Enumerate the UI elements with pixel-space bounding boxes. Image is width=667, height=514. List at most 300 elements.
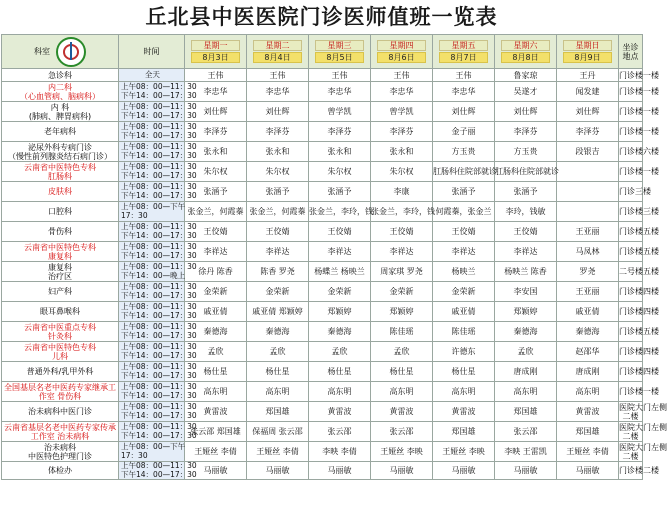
time-line: 上午08：00—11：30	[121, 142, 197, 151]
time-line: 17：30	[121, 210, 148, 220]
dept-line: 急诊科	[48, 70, 72, 80]
doctor-cell: 王佼婧	[495, 222, 557, 242]
doctor-cell: 郑国雄	[247, 402, 309, 422]
location-cell	[619, 322, 659, 342]
doctor-cell: 金荣新	[185, 282, 247, 302]
time-line: 下午14：00—17：30	[121, 410, 197, 420]
doctor-cell: 戚亚倩 郑颖婷	[247, 302, 309, 322]
doctor-cell: 张云邵	[309, 422, 371, 442]
dept-line: 老年病科	[44, 127, 76, 136]
time-line: 上午08：00—11：30	[121, 182, 197, 191]
doctor-cell: 王伟	[247, 69, 309, 82]
doctor-cell: 金荣新	[433, 282, 495, 302]
dept-cell	[2, 102, 119, 122]
dept-cell	[2, 82, 119, 102]
time-cell	[119, 322, 197, 342]
doctor-cell: 杨映兰	[433, 262, 495, 282]
doctor-cell: 张金兰，李玲，钱	[309, 202, 371, 222]
doctor-cell: 李祥达	[185, 242, 247, 262]
time-line: 上午08：00—11：30	[121, 102, 197, 111]
duty-table	[1, 34, 667, 480]
doctor-cell: 马丽敏	[185, 462, 247, 480]
time-line: 上午08：00—11：30	[121, 222, 197, 231]
doctor-cell: 张金兰，何霞蓁	[185, 202, 247, 222]
dept-cell	[2, 202, 119, 222]
time-line: 上午08：00—11：30	[121, 342, 197, 351]
time-line: 下午14：00—17：30	[121, 130, 197, 140]
time-cell	[119, 102, 197, 122]
time-line: 下午14：00—17：30	[121, 430, 197, 440]
table-row	[2, 382, 643, 402]
time-cell	[119, 69, 185, 82]
time-cell	[119, 202, 185, 222]
location-line: 门诊楼五楼	[619, 327, 659, 336]
doctor-cell: 张涵予	[185, 182, 247, 202]
time-cell	[119, 242, 197, 262]
doctor-cell: 金子丽	[433, 122, 495, 142]
time-cell	[119, 142, 197, 162]
table-row	[2, 462, 643, 480]
time-line: 下午14：00—17：30	[121, 350, 197, 360]
time-line: 下午14：00—晚上	[121, 270, 186, 280]
time-line: 上午08：00—11：30	[121, 461, 197, 470]
location-line: 门诊楼二楼	[619, 466, 659, 475]
table-row	[2, 442, 643, 462]
time-line: 下午14：00—17：30	[121, 330, 197, 340]
day-header	[495, 35, 557, 69]
location-line: 二号楼五楼	[619, 267, 659, 276]
doctor-cell: 唐成刚	[495, 362, 557, 382]
doctor-cell: 王亚丽	[557, 222, 619, 242]
doctor-cell: 李映 李倩	[309, 442, 371, 462]
doctor-cell: 王伟	[371, 69, 433, 82]
location-header: 坐诊地点	[619, 35, 643, 69]
doctor-cell: 张云邵 郑国雄	[185, 422, 247, 442]
doctor-cell: 郑颖婷	[495, 302, 557, 322]
dept-cell	[2, 402, 119, 422]
doctor-cell: 肛肠科住院部就诊	[495, 162, 557, 182]
dept-cell	[2, 422, 119, 442]
doctor-cell: 方玉贵	[433, 142, 495, 162]
dept-cell	[2, 462, 119, 480]
doctor-cell: 张永和	[309, 142, 371, 162]
dept-line: 作室 骨伤科	[38, 391, 82, 401]
dept-line: 泌尿外科专病门诊	[28, 142, 92, 152]
time-line: 下午14：00—17：30	[121, 170, 197, 180]
location-cell	[619, 262, 659, 282]
dept-line: 云南省中医特色专科	[24, 242, 96, 252]
doctor-cell: 王娅丝 李映	[371, 442, 433, 462]
table-row	[2, 262, 643, 282]
day-name: 星期三	[315, 40, 364, 51]
location-cell	[619, 82, 659, 102]
doctor-cell: 黄雷波	[557, 402, 619, 422]
day-name: 星期一	[191, 40, 240, 51]
doctor-cell: 郑颖婷	[371, 302, 433, 322]
day-date: 8月7日	[439, 52, 488, 63]
doctor-cell: 朱尔权	[185, 162, 247, 182]
doctor-cell: 曾学凯	[371, 102, 433, 122]
dept-line: 治未病科中医门诊	[28, 407, 92, 416]
time-cell	[119, 362, 197, 382]
page-title: 丘北县中医医院门诊医师值班一览表	[145, 5, 498, 29]
doctor-cell: 金荣新	[247, 282, 309, 302]
time-cell	[119, 222, 197, 242]
dept-cell	[2, 442, 119, 462]
day-date: 8月8日	[501, 52, 550, 63]
doctor-cell: 张涵予	[433, 182, 495, 202]
doctor-cell: 李泽芬	[495, 122, 557, 142]
dept-cell	[2, 262, 119, 282]
doctor-cell: 高东明	[371, 382, 433, 402]
doctor-cell: 王娅丝 李映	[433, 442, 495, 462]
time-cell	[119, 122, 197, 142]
doctor-cell: 李祥达	[309, 242, 371, 262]
time-cell	[119, 382, 197, 402]
time-line: 下午14：00—17：30	[121, 150, 197, 160]
doctor-cell: 李祥达	[371, 242, 433, 262]
table-row	[2, 282, 643, 302]
day-header	[371, 35, 433, 69]
doctor-cell: 杨仕星	[247, 362, 309, 382]
doctor-cell: 李映 王雷凯	[495, 442, 557, 462]
doctor-cell: 杨仕星	[371, 362, 433, 382]
dept-cell	[2, 382, 119, 402]
dept-line: 内 科	[50, 102, 70, 112]
location-line: 门诊楼一楼	[619, 387, 659, 396]
doctor-cell: 朱尔权	[309, 162, 371, 182]
doctor-cell: 王佼婧	[309, 222, 371, 242]
doctor-cell: 高东明	[433, 382, 495, 402]
doctor-cell: 王佼婧	[433, 222, 495, 242]
location-cell	[619, 182, 651, 202]
day-name: 星期四	[377, 40, 426, 51]
location-cell	[619, 462, 659, 480]
day-header	[433, 35, 495, 69]
doctor-cell: 肛肠科住院部就诊	[433, 162, 495, 182]
doctor-cell: 戚亚倩	[433, 302, 495, 322]
doctor-cell: 张云邵	[495, 422, 557, 442]
time-line: 上午08：00—11：30	[121, 302, 197, 311]
doctor-cell: 张永和	[185, 142, 247, 162]
doctor-cell: 刘仕辉	[495, 102, 557, 122]
doctor-cell: 黄雷波	[185, 402, 247, 422]
dept-line: 云南省中医特色专科	[24, 162, 96, 172]
location-line: 门诊楼五楼	[619, 227, 659, 236]
time-line: 下午14：00—17：30	[121, 370, 197, 380]
doctor-cell: 郑颖婷	[309, 302, 371, 322]
dept-line: 云南省中医重点专科	[24, 322, 96, 332]
location-line: 门诊楼四楼	[619, 287, 659, 296]
table-row	[2, 102, 643, 122]
time-line: 上午08：00—11：30	[121, 382, 197, 391]
doctor-cell: 李祥达	[495, 242, 557, 262]
location-line: 门诊楼四楼	[619, 347, 659, 356]
doctor-cell: 李玲，钱敏	[495, 202, 557, 222]
time-line: 下午14：00—17：30	[121, 110, 197, 120]
doctor-cell: 王娅丝 李倩	[185, 442, 247, 462]
location-line: 二楼	[622, 451, 639, 461]
doctor-cell: 李泽芬	[557, 122, 619, 142]
doctor-cell: 曾学凯	[309, 102, 371, 122]
doctor-cell: 陈佳瑶	[371, 322, 433, 342]
location-cell	[619, 202, 659, 222]
dept-line: 骨伤科	[48, 227, 72, 236]
dept-cell	[2, 142, 119, 162]
dept-header	[2, 35, 119, 69]
location-cell	[619, 142, 659, 162]
table-row	[2, 342, 643, 362]
dept-cell	[2, 69, 119, 82]
dept-cell	[2, 362, 119, 382]
time-line: 上午08：00—11：30	[121, 362, 197, 371]
doctor-cell: 陈佳瑶	[433, 322, 495, 342]
doctor-cell: 孟欣	[309, 342, 371, 362]
time-line: 下午14：00—17：30	[121, 390, 197, 400]
doctor-cell: 秦德海	[495, 322, 557, 342]
location-cell	[619, 442, 667, 462]
time-cell	[119, 262, 197, 282]
doctor-cell: 秦德海	[185, 322, 247, 342]
location-cell	[619, 222, 659, 242]
doctor-cell: 马丽敏	[247, 462, 309, 480]
dept-cell	[2, 242, 119, 262]
day-date: 8月4日	[253, 52, 302, 63]
doctor-cell: 戚亚倩	[557, 302, 619, 322]
time-line: 下午14：00—17：30	[121, 469, 197, 479]
doctor-cell: 张涵予	[495, 182, 557, 202]
doctor-cell: 王娅丝 李倩	[557, 442, 619, 462]
day-date: 8月5日	[315, 52, 364, 63]
time-line: 上午08：00—11：30	[121, 162, 197, 171]
day-name: 星期五	[439, 40, 488, 51]
doctor-cell: 高东明	[495, 382, 557, 402]
doctor-cell: 吴遂才	[495, 82, 557, 102]
dept-line: 康复科	[48, 262, 72, 272]
time-line: 上午08：00—11：30	[121, 322, 197, 331]
day-date: 8月6日	[377, 52, 426, 63]
dept-line: 儿科	[52, 351, 68, 361]
doctor-cell: 唐成刚	[557, 362, 619, 382]
doctor-cell: 黄雷波	[371, 402, 433, 422]
doctor-cell: 周家琪 罗尧	[371, 262, 433, 282]
doctor-cell: 王娅丝 李倩	[247, 442, 309, 462]
day-name: 星期二	[253, 40, 302, 51]
location-cell	[619, 69, 659, 82]
location-cell	[619, 242, 659, 262]
doctor-cell: 李安国	[495, 282, 557, 302]
doctor-cell: 孟欣	[495, 342, 557, 362]
time-line: 上午08：00—下午	[121, 442, 186, 451]
day-header	[247, 35, 309, 69]
time-cell	[119, 282, 197, 302]
doctor-cell: 高东明	[247, 382, 309, 402]
day-name: 星期六	[501, 40, 550, 51]
day-name: 星期日	[563, 40, 612, 51]
dept-line: 针灸科	[48, 331, 72, 341]
doctor-cell: 王丹	[557, 69, 619, 82]
dept-header-label: 科室	[34, 47, 50, 56]
doctor-cell	[557, 162, 619, 182]
location-line: 医院大门左侧	[619, 402, 667, 412]
time-line: 上午08：00—11：30	[121, 82, 197, 91]
location-cell	[619, 102, 659, 122]
doctor-cell: 王佼婧	[247, 222, 309, 242]
time-line: 下午14：00—17：30	[121, 230, 197, 240]
location-cell	[619, 122, 659, 142]
doctor-cell: 王佼婧	[185, 222, 247, 242]
location-cell	[619, 362, 659, 382]
location-line: 二楼	[622, 411, 639, 421]
dept-line: 康复科	[48, 251, 72, 261]
dept-line: (肺病、脾胃病科)	[28, 111, 92, 121]
doctor-cell	[557, 202, 619, 222]
time-line: 上午08：00—11：30	[121, 242, 197, 251]
time-cell	[119, 302, 197, 322]
doctor-cell: 李泽芬	[309, 122, 371, 142]
doctor-cell: 秦德海	[247, 322, 309, 342]
time-line: 上午08：00—11：30	[121, 282, 197, 291]
location-cell	[619, 382, 659, 402]
dept-line: （心血管病、脑病科）	[20, 91, 100, 101]
table-row	[2, 362, 643, 382]
dept-cell	[2, 162, 119, 182]
doctor-cell: 方玉贵	[495, 142, 557, 162]
dept-line: 口腔科	[48, 207, 72, 216]
day-date: 8月3日	[191, 52, 240, 63]
doctor-cell: 张涵予	[309, 182, 371, 202]
doctor-cell: 马丽敏	[433, 462, 495, 480]
header-row	[2, 35, 643, 69]
doctor-cell: 朱尔权	[247, 162, 309, 182]
table-row	[2, 242, 643, 262]
doctor-cell: 张永和	[247, 142, 309, 162]
doctor-cell: 马丽敏	[371, 462, 433, 480]
dept-line: 肛肠科	[48, 171, 72, 181]
location-line: 二楼	[622, 431, 639, 441]
doctor-cell: 鲁家琼	[495, 69, 557, 82]
time-line: 下午14：00—17：30	[121, 290, 197, 300]
table-row	[2, 402, 643, 422]
doctor-cell: 杨仕星	[309, 362, 371, 382]
doctor-cell: 李忠华	[247, 82, 309, 102]
dept-line: 工作室 治未病科	[30, 431, 90, 441]
location-cell	[619, 342, 659, 362]
location-cell	[619, 282, 659, 302]
doctor-cell: 王伟	[185, 69, 247, 82]
time-line: 下午14：00—17：30	[121, 310, 197, 320]
time-cell	[119, 162, 197, 182]
doctor-cell: 郑国雄	[557, 422, 619, 442]
time-cell	[119, 82, 197, 102]
dept-cell	[2, 322, 119, 342]
doctor-cell	[557, 182, 619, 202]
dept-line: 治未病科	[44, 442, 76, 452]
location-line: 门诊楼四楼	[619, 307, 659, 316]
location-line: 门诊楼三楼	[619, 207, 659, 216]
doctor-cell: 杨映兰 陈香	[495, 262, 557, 282]
doctor-cell: 金荣新	[309, 282, 371, 302]
doctor-cell: 高东明	[557, 382, 619, 402]
doctor-cell: 李忠华	[185, 82, 247, 102]
location-cell	[619, 162, 659, 182]
dept-line: 体检办	[48, 466, 72, 475]
dept-cell	[2, 302, 119, 322]
doctor-cell: 杨仕星	[433, 362, 495, 382]
dept-line: 全国基层名老中医药专家继承工	[4, 382, 116, 392]
table-row	[2, 69, 643, 82]
time-line: 下午14：00—17：30	[121, 250, 197, 260]
doctor-cell: 孟欣	[371, 342, 433, 362]
location-line: 门诊楼一楼	[619, 107, 659, 116]
time-cell	[119, 461, 197, 480]
doctor-cell: 孟欣	[247, 342, 309, 362]
doctor-cell: 李泽芬	[371, 122, 433, 142]
doctor-cell: 李祥达	[247, 242, 309, 262]
doctor-cell: 张永和	[371, 142, 433, 162]
doctor-cell: 孟欣	[185, 342, 247, 362]
time-line: 全天	[145, 69, 160, 79]
time-cell	[119, 402, 197, 422]
doctor-cell: 刘仕辉	[557, 102, 619, 122]
time-line: 下午14：00—17：30	[121, 90, 197, 100]
doctor-cell: 马丽敏	[495, 462, 557, 480]
dept-line: 治疗区	[48, 271, 72, 281]
table-row	[2, 122, 643, 142]
dept-line: （慢性前列腺炎结石病门诊）	[8, 151, 112, 161]
table-row	[2, 162, 643, 182]
time-line: 上午08：00—11：30	[121, 122, 197, 131]
hospital-logo	[56, 37, 86, 67]
location-cell	[619, 302, 659, 322]
location-line: 门诊楼一楼	[619, 87, 659, 96]
day-header	[185, 35, 247, 69]
location-line: 门诊三楼	[619, 187, 651, 196]
doctor-cell: 杨蝶兰 杨映兰	[309, 262, 371, 282]
doctor-cell: 马丽敏	[309, 462, 371, 480]
table-row	[2, 202, 643, 222]
dept-line: 妇产科	[48, 287, 72, 296]
day-header	[309, 35, 371, 69]
doctor-cell: 何霞蓁，张金兰	[433, 202, 495, 222]
location-line: 门诊楼一楼	[619, 167, 659, 176]
doctor-cell: 王伟	[309, 69, 371, 82]
time-line: 上午08：00—11：30	[121, 422, 197, 431]
doctor-cell: 张金兰，何霞蓁	[247, 202, 309, 222]
table-row	[2, 322, 643, 342]
dept-cell	[2, 222, 119, 242]
doctor-cell: 马凤林	[557, 242, 619, 262]
dept-line: 眼耳鼻喉科	[40, 307, 80, 316]
dept-line: 中医特色护理门诊	[28, 451, 92, 461]
doctor-cell: 马丽敏	[557, 462, 619, 480]
doctor-cell: 刘仕辉	[433, 102, 495, 122]
time-line: 上午08：00—下午	[121, 202, 186, 211]
table-row	[2, 182, 643, 202]
doctor-cell: 赵邵华	[557, 342, 619, 362]
time-cell	[119, 442, 185, 462]
table-row	[2, 142, 643, 162]
dept-line: 普通外科/乳甲外科	[26, 367, 94, 376]
table-row	[2, 82, 643, 102]
dept-cell	[2, 282, 119, 302]
doctor-cell: 李忠华	[371, 82, 433, 102]
doctor-cell: 罗尧	[557, 262, 619, 282]
doctor-cell: 李忠华	[309, 82, 371, 102]
doctor-cell: 黄雷波	[309, 402, 371, 422]
doctor-cell: 王伟	[433, 69, 495, 82]
doctor-cell: 高东明	[309, 382, 371, 402]
